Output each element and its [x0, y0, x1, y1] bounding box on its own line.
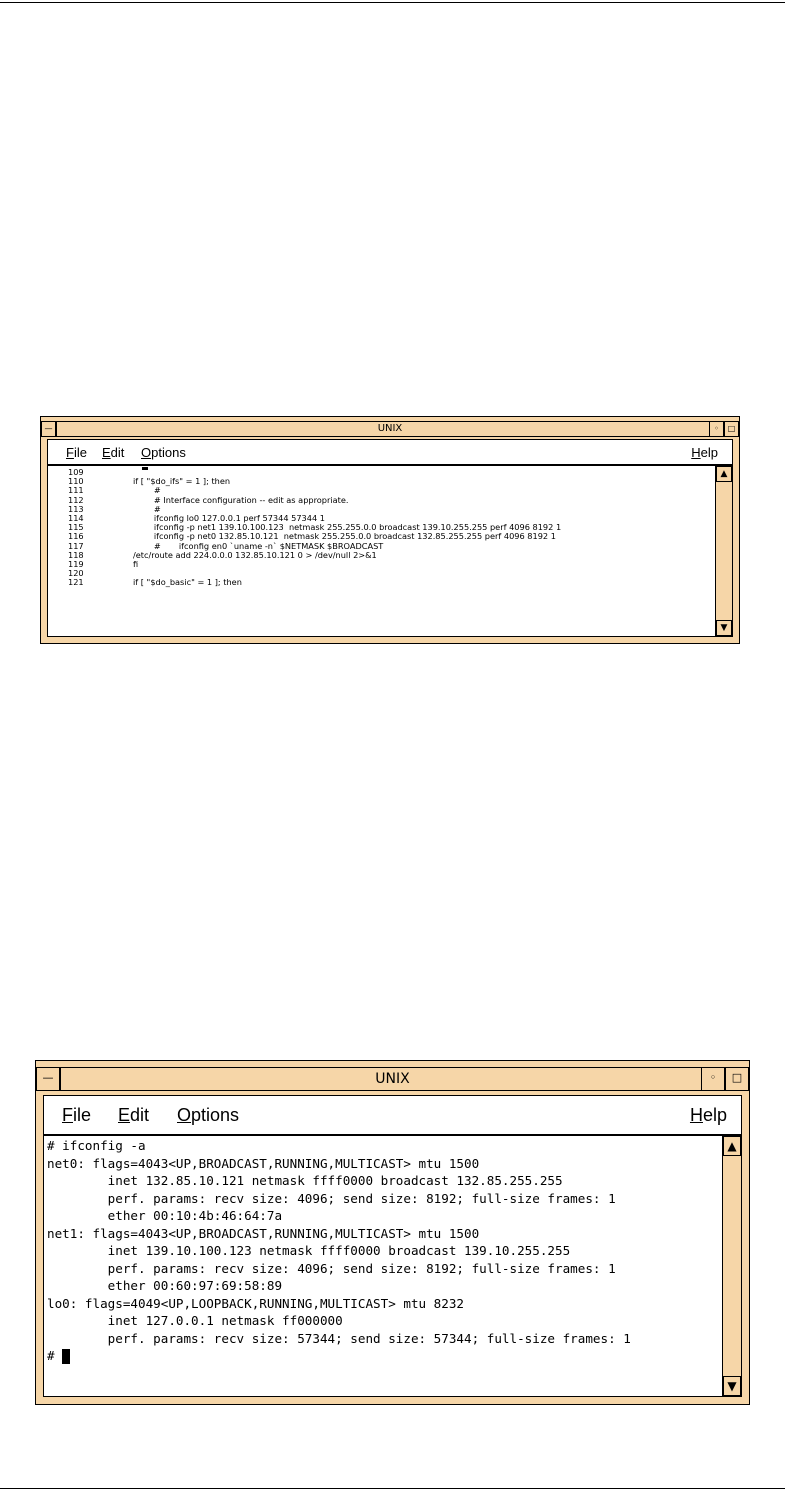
block-cursor — [62, 1349, 70, 1364]
vertical-scrollbar[interactable] — [715, 466, 732, 636]
window-menu-button[interactable] — [41, 421, 56, 437]
terminal-line: perf. params: recv size: 4096; send size: 8192; full-size frames: 1 — [47, 1190, 616, 1206]
dot-icon: ◦ — [714, 424, 719, 433]
window-title: UNIX — [377, 423, 403, 434]
menu-bar — [44, 1096, 741, 1136]
square-icon: □ — [731, 1071, 743, 1084]
line-number: 113 — [68, 503, 84, 514]
terminal-line: perf. params: recv size: 4096; send size: 8192; full-size frames: 1 — [47, 1260, 616, 1276]
terminal-line: perf. params: recv size: 57344; send size: 57344; full-size frames: 1 — [47, 1330, 631, 1346]
terminal-prompt-line — [47, 1347, 70, 1365]
editor-line — [48, 560, 716, 569]
dot-icon: ◦ — [709, 1071, 717, 1084]
minus-icon: — — [44, 424, 53, 433]
title-bar[interactable] — [60, 1067, 725, 1091]
line-text: if [ "$do_ifs" = 1 ]; then — [133, 476, 231, 487]
up-arrow-icon: ▲ — [727, 1139, 737, 1153]
window-menu-button[interactable] — [36, 1067, 60, 1091]
minus-icon: — — [42, 1071, 54, 1084]
line-text: /etc/route add 224.0.0.0 132.85.10.121 0 > /dev/null 2>&1 — [133, 549, 377, 560]
menu-help[interactable]: Help — [691, 445, 718, 460]
terminal-line: # ifconfig -a — [47, 1138, 146, 1153]
unix-editor-window — [40, 416, 740, 644]
terminal-line: ether 00:10:4b:46:64:7a — [47, 1208, 283, 1223]
terminal-line: inet 139.10.100.123 netmask ffff0000 broadcast 139.10.255.255 — [47, 1243, 571, 1258]
menu-options[interactable]: Options — [141, 445, 186, 460]
line-number: 110 — [68, 476, 84, 487]
line-text: ifconfig -p net1 139.10.100.123 netmask 255.255.0.0 broadcast 139.10.255.255 perf 4096 8192 1 — [133, 522, 562, 533]
terminal-line: ether 00:60:97:69:58:89 — [47, 1278, 283, 1293]
line-number: 111 — [68, 485, 84, 496]
line-text: # — [133, 503, 161, 514]
square-icon: □ — [727, 424, 736, 433]
scroll-up-button[interactable] — [723, 1136, 741, 1156]
page-top-rule — [0, 2, 785, 3]
editor-text-area[interactable] — [48, 466, 716, 636]
terminal-line: net1: flags=4043<UP,BROADCAST,RUNNING,MULTICAST> mtu 1500 — [47, 1225, 480, 1241]
menu-help[interactable]: Help — [689, 1105, 727, 1125]
window-client-area — [43, 1095, 742, 1397]
terminal-text-area[interactable] — [44, 1136, 723, 1396]
editor-line — [48, 551, 716, 560]
terminal-line: inet 127.0.0.1 netmask ff000000 — [47, 1313, 343, 1328]
line-number: 117 — [68, 540, 84, 551]
line-text: # — [133, 485, 161, 496]
line-number: 119 — [68, 559, 84, 569]
line-number: 116 — [68, 531, 84, 542]
menu-bar — [48, 440, 732, 466]
editor-line — [48, 578, 716, 587]
menu-edit[interactable]: Edit — [118, 1105, 150, 1125]
line-number: 115 — [68, 522, 84, 533]
down-arrow-icon: ▼ — [727, 1379, 737, 1393]
page-bottom-rule — [0, 1488, 785, 1489]
line-text: # Interface configuration -- edit as appropriate. — [133, 494, 349, 505]
title-bar[interactable] — [56, 421, 724, 437]
vertical-scrollbar[interactable] — [722, 1136, 741, 1396]
window-title: UNIX — [375, 1071, 410, 1087]
window-client-area — [47, 439, 733, 637]
line-text: # ifconfig en0 `uname -n` $NETMASK $BROADCAST — [133, 540, 384, 551]
terminal-line: lo0: flags=4049<UP,LOOPBACK,RUNNING,MULTICAST> mtu 8232 — [47, 1295, 465, 1311]
maximize-button[interactable] — [724, 421, 739, 437]
menu-file[interactable]: File — [62, 1105, 92, 1125]
maximize-button[interactable] — [725, 1067, 749, 1091]
line-text: fi — [133, 559, 139, 569]
menu-edit[interactable]: Edit — [102, 445, 125, 460]
minimize-button[interactable] — [709, 421, 724, 437]
menu-file[interactable]: File — [66, 445, 87, 460]
line-text: if [ "$do_basic" = 1 ]; then — [133, 577, 242, 588]
line-number: 120 — [68, 568, 84, 579]
scroll-down-button[interactable] — [723, 1376, 741, 1396]
scroll-up-button[interactable] — [716, 466, 732, 482]
line-number: 114 — [68, 513, 84, 523]
line-text: ifconfig -p net0 132.85.10.121 netmask 255.255.0.0 broadcast 132.85.255.255 perf 4096 8192 1 — [133, 531, 556, 542]
line-number: 118 — [68, 549, 84, 560]
line-text: ifconfig lo0 127.0.0.1 perf 57344 57344 1 — [133, 513, 325, 523]
terminal-line: inet 132.85.10.121 netmask ffff0000 broadcast 132.85.255.255 — [47, 1173, 563, 1188]
shell-prompt: # — [47, 1348, 63, 1363]
scroll-down-button[interactable] — [716, 620, 732, 636]
line-number: 112 — [68, 494, 84, 505]
line-number: 109 — [68, 467, 84, 477]
unix-terminal-window — [35, 1060, 750, 1405]
minimize-button[interactable] — [701, 1067, 725, 1091]
down-arrow-icon: ▼ — [720, 623, 728, 633]
menu-options[interactable]: Options — [177, 1105, 240, 1125]
terminal-line: net0: flags=4043<UP,BROADCAST,RUNNING,MULTICAST> mtu 1500 — [47, 1155, 480, 1171]
up-arrow-icon: ▲ — [720, 469, 728, 479]
line-number: 121 — [68, 577, 84, 588]
